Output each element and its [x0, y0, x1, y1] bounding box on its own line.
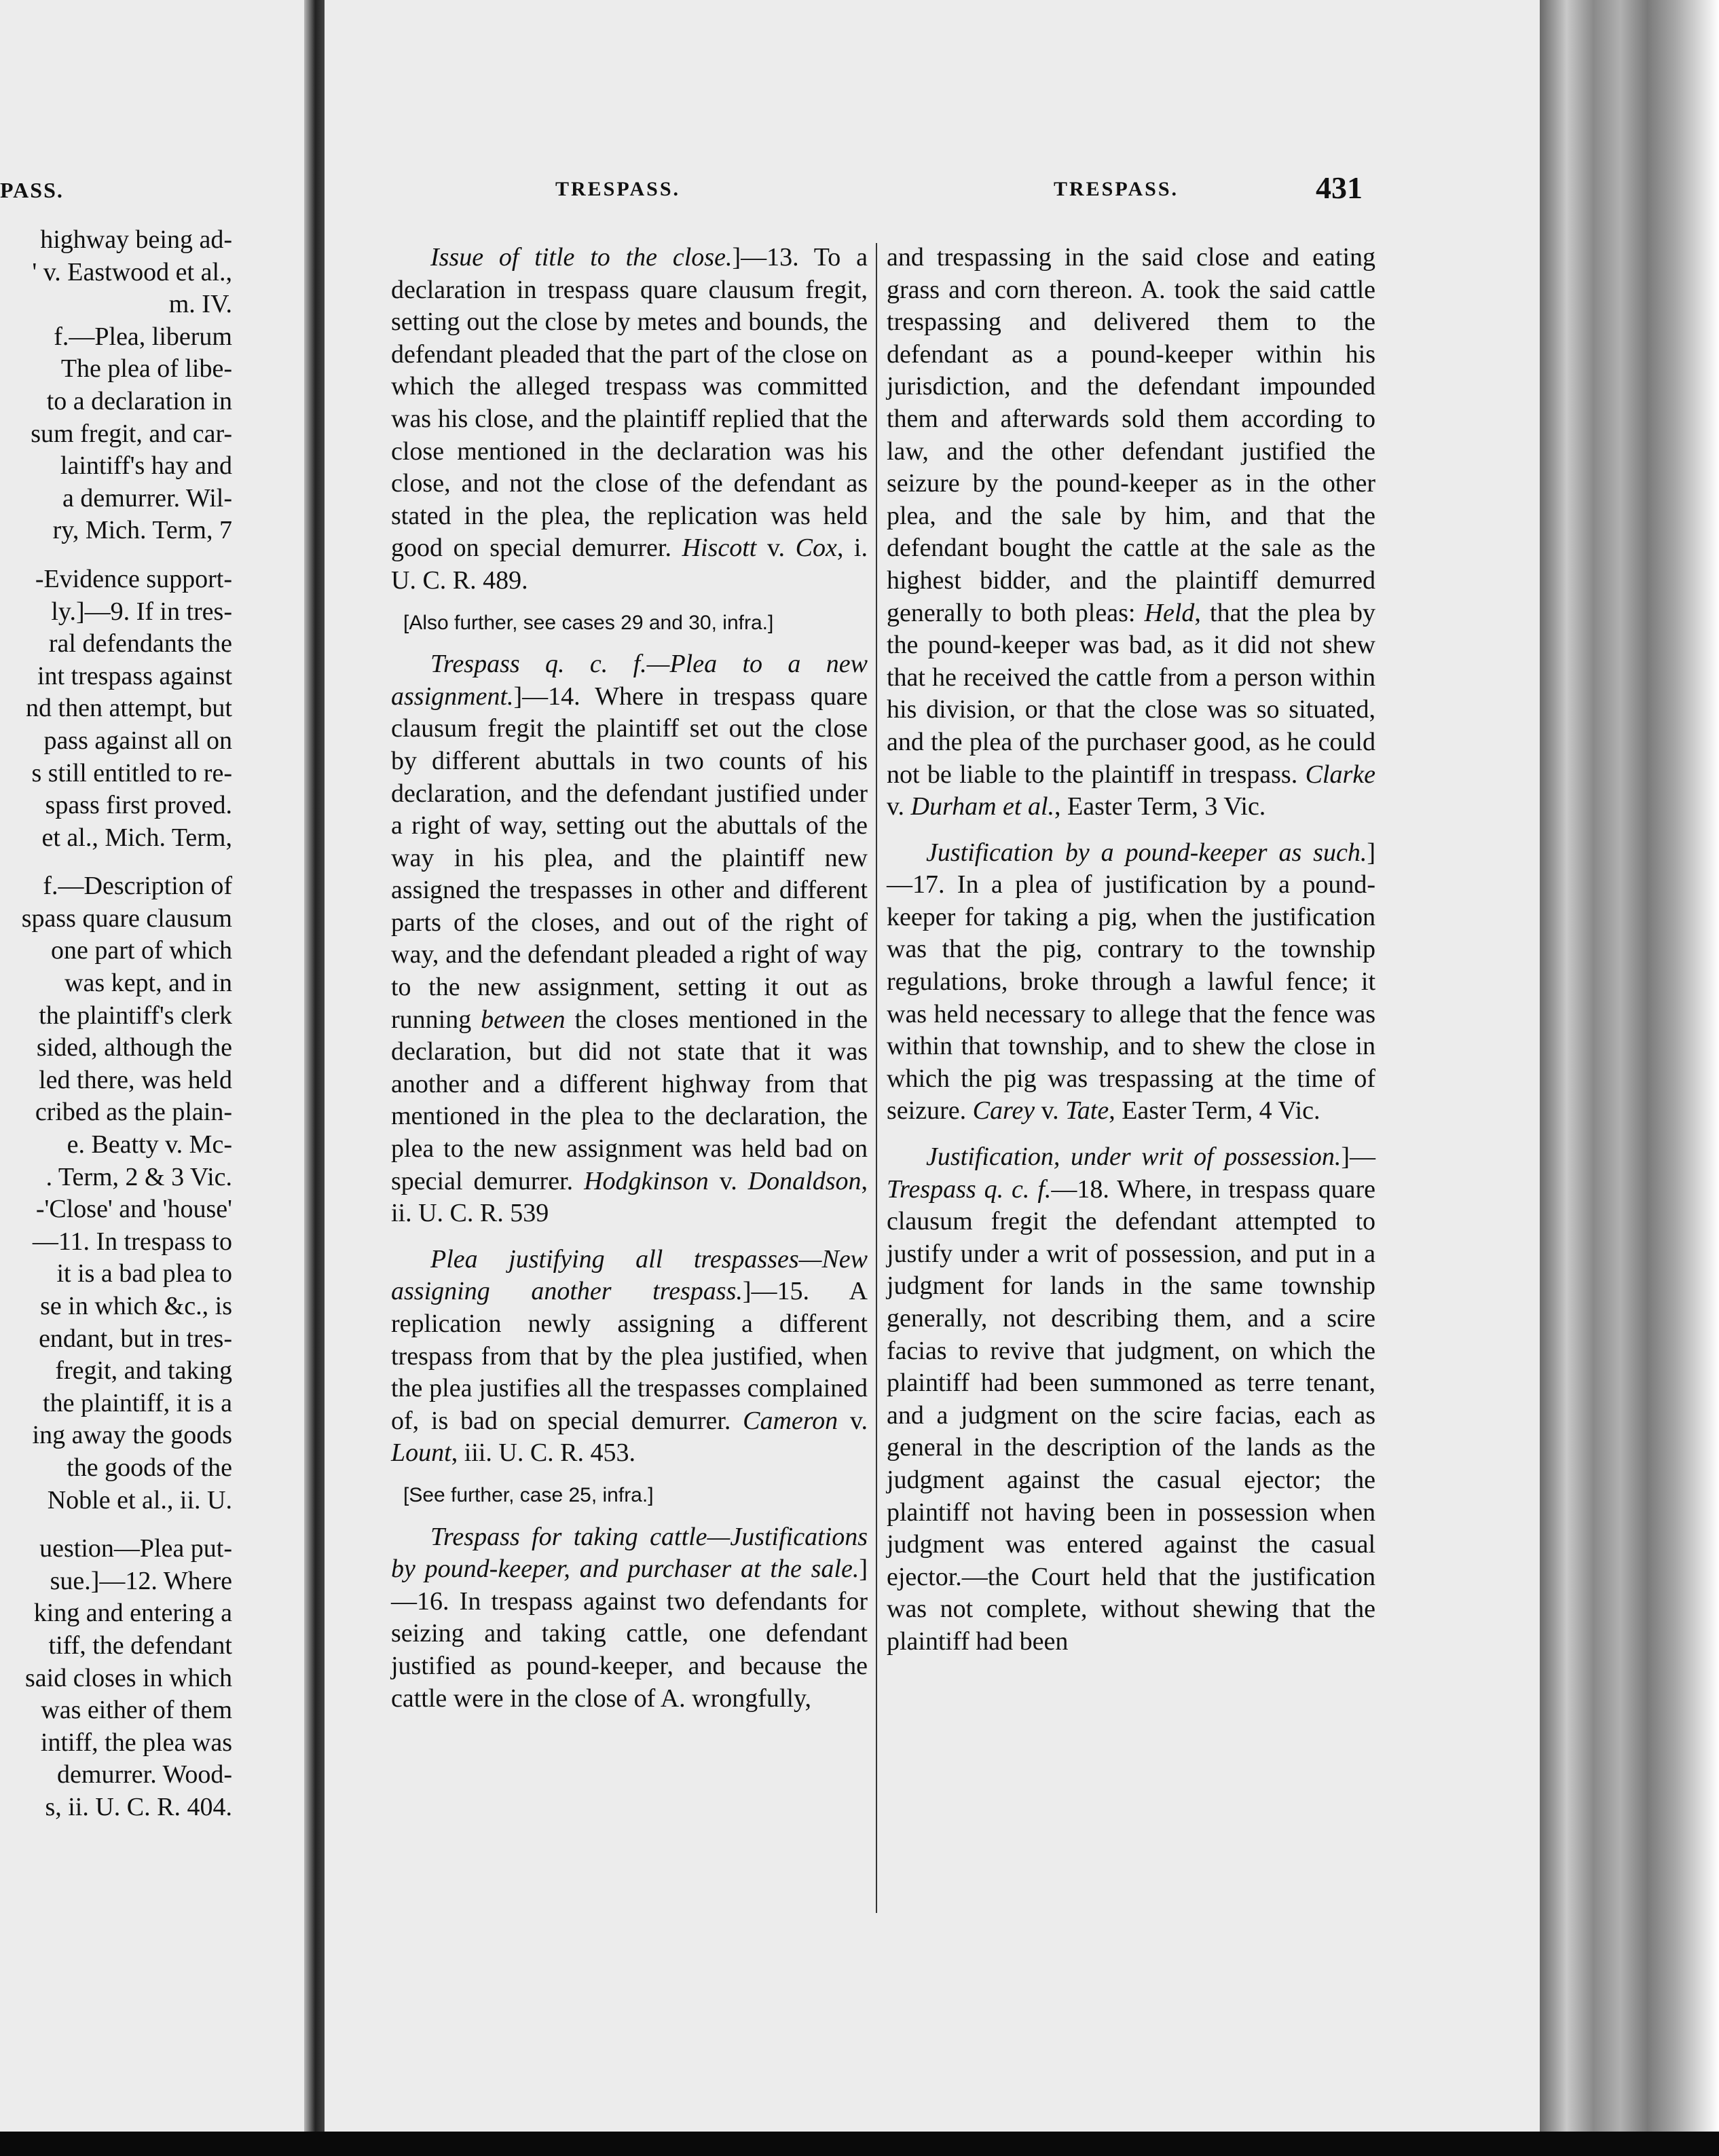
entry-13-title: Issue of title to the close. — [430, 243, 733, 272]
entry-16-case-plaintiff: Clarke — [1305, 760, 1375, 789]
scan-border — [0, 2132, 1719, 2156]
previous-page-line: f.—Plea, liberum — [54, 322, 232, 351]
previous-page-line: the plaintiff's clerk — [39, 1001, 232, 1030]
entry-16-case-defendant: Durham et al. — [910, 792, 1055, 821]
previous-page-line: the plaintiff, it is a — [43, 1388, 232, 1417]
previous-page-line: f.—Description of — [43, 872, 232, 901]
previous-page-line: ' v. Eastwood et al., — [32, 257, 232, 286]
previous-page-line: demurrer. Wood- — [57, 1760, 232, 1789]
cross-reference-note-2: [See further, case 25, infra.] — [403, 1483, 654, 1506]
entry-15-citation: , iii. U. C. R. 453. — [451, 1438, 636, 1468]
entry-14-citation: , ii. U. C. R. 539 — [391, 1166, 868, 1228]
entry-16-citation: , Easter Term, 3 Vic. — [1054, 792, 1266, 821]
entry-15-text: ]—15. A replication newly assigning a different trespass from that by the plea justified, when the plea justifies all the trespasses complained of, is bad on special demurrer. — [391, 1277, 868, 1435]
column-a — [391, 242, 868, 1715]
entry-16-held: Held — [1144, 598, 1195, 627]
previous-page-line: to a declaration in — [46, 386, 232, 415]
previous-page-running-head: PASS. — [0, 178, 64, 202]
entry-17-citation: , Easter Term, 4 Vic. — [1109, 1096, 1320, 1126]
previous-page-line: . Term, 2 & 3 Vic. — [45, 1162, 232, 1191]
cross-reference-note: [Also further, see cases 29 and 30, infra.] — [403, 611, 774, 634]
entry-14-text: ]—14. Where in trespass quare clausum fregit the plaintiff set out the close by different abuttals in two counts of his declaration, and the defendant justified under a right of way, setting out the abuttals of the way in his plea, and the plaintiff new assigned the trespasses in other and different parts of the closes, and out of the right of way, and the defendant pleaded a right of way to the new assignment, setting it out as running — [391, 682, 868, 1034]
entry-13-text: ]—13. To a declaration in trespass quare clausum fregit, setting out the close by metes and bounds, the defendant pleaded that the part of the close on which the alleged trespass was committed was his close, and the plaintiff replied that the close mentioned in the declaration was his close, and not the close of the defendant as stated in the plea, the replication was held good on special demurrer. — [391, 243, 868, 563]
previous-page-line: it is a bad plea to — [56, 1259, 232, 1288]
column-b — [887, 242, 1375, 1658]
previous-page-line: led there, was held — [39, 1065, 232, 1094]
previous-page-line: ry, Mich. Term, 7 — [52, 516, 232, 545]
previous-page-line: cribed as the plain- — [35, 1098, 232, 1127]
entry-18 — [887, 1141, 1375, 1658]
entry-14-between: between — [481, 1005, 566, 1034]
previous-page-line: ral defendants the — [48, 629, 232, 658]
entry-15-title: Plea justifying all trespasses—New assigning another trespass. — [391, 1244, 868, 1306]
entry-13-citation: , i. U. C. R. 489. — [391, 534, 868, 595]
previous-page-line: The plea of libe- — [60, 354, 232, 384]
entry-17-title: Justification by a pound-keeper as such. — [926, 838, 1367, 867]
book-gutter — [304, 0, 325, 2156]
previous-page-gap — [0, 854, 232, 870]
previous-page-line: king and entering a — [33, 1599, 232, 1628]
entry-13-v: v. — [756, 534, 796, 563]
entry-16-title: Trespass for taking cattle—Justifications by pound-keeper, and purchaser at the sale. — [391, 1522, 868, 1584]
entry-16-cont-text-2: , that the plea by the pound-keeper was bad, as it did not shew that he received the cattle from a person within his division, or that the close was so situated, and the plea of the purchaser good, as he could not be liable to the plaintiff in trespass. — [887, 598, 1375, 789]
previous-page-line: Noble et al., ii. U. — [47, 1485, 232, 1514]
entry-16 — [391, 1521, 868, 1715]
previous-page-line: sue.]—12. Where — [50, 1566, 232, 1595]
entry-14 — [391, 648, 868, 1230]
entry-17 — [887, 837, 1375, 1128]
entry-14-v: v. — [708, 1166, 748, 1195]
entry-15 — [391, 1244, 868, 1470]
previous-page-line: endant, but in tres- — [39, 1324, 232, 1353]
entry-15-case-defendant: Lount — [391, 1438, 451, 1468]
entry-17-case-defendant: Tate — [1065, 1096, 1109, 1126]
entry-13-case-plaintiff: Hiscott — [682, 534, 757, 563]
entry-13-case-defendant: Cox — [795, 534, 837, 563]
previous-page-line: said closes in which — [24, 1663, 232, 1692]
previous-page-column — [0, 224, 232, 1824]
entry-13 — [391, 242, 868, 597]
entry-16-v: v. — [887, 792, 911, 821]
entry-14-case-plaintiff: Hodgkinson — [584, 1166, 709, 1195]
previous-page-line: sided, although the — [36, 1033, 232, 1062]
previous-page-line: m. IV. — [168, 290, 232, 319]
previous-page-gap — [0, 547, 232, 563]
running-head-left: TRESPASS. — [555, 178, 681, 200]
previous-page-line: se in which &c., is — [40, 1292, 232, 1320]
previous-page-line: s still entitled to re- — [31, 758, 232, 787]
previous-page-line: nd then attempt, but — [26, 694, 232, 723]
previous-page-line: -'Close' and 'house' — [35, 1195, 232, 1224]
previous-page-line: one part of which — [51, 936, 232, 965]
previous-page-line: was kept, and in — [64, 969, 232, 998]
previous-page-gap — [0, 1517, 232, 1533]
previous-page-line: the goods of the — [67, 1453, 232, 1482]
entry-18-dash: ]— — [1341, 1142, 1375, 1172]
previous-page-line: int trespass against — [37, 661, 232, 690]
previous-page-line: s, ii. U. C. R. 404. — [45, 1792, 232, 1821]
entry-18-title-2: Trespass q. c. f. — [887, 1174, 1052, 1204]
previous-page-line: —11. In trespass to — [32, 1227, 232, 1256]
entry-15-case-plaintiff: Cameron — [743, 1406, 838, 1435]
previous-page-line: highway being ad- — [40, 225, 232, 254]
previous-page-line: tiff, the defendant — [48, 1631, 232, 1660]
entry-14-case-defendant: Donaldson — [747, 1166, 862, 1195]
previous-page-line: fregit, and taking — [55, 1356, 232, 1386]
entry-18-title: Justification, under writ of possession. — [926, 1142, 1342, 1172]
page-number: 431 — [1316, 170, 1363, 205]
previous-page-line: spass quare clausum — [21, 904, 232, 933]
entry-17-case-plaintiff: Carey — [972, 1096, 1035, 1126]
previous-page-line: ly.]—9. If in tres- — [51, 597, 232, 626]
entry-17-text: ]—17. In a plea of justification by a pound-keeper for taking a pig, when the justification was that the pig, contrary to the township regulations, broke through a lawful fence; it was held necessary to allege that the fence was within that township, and to shew the close in which the pig was trespassing at the time of seizure. — [887, 838, 1375, 1126]
previous-page-line: sum fregit, and car- — [31, 419, 232, 448]
previous-page-line: spass first proved. — [45, 791, 232, 820]
previous-page — [0, 0, 304, 2156]
previous-page-line: -Evidence support- — [35, 564, 232, 593]
entry-18-text: —18. Where, in trespass quare clausum fregit the defendant attempted to justify under a writ of possession, and put in a judgment for lands in the same township generally, not describing them, and a scire facias to revive that judgment, on which the plaintiff had been summoned as terre tenant, and a judgment on the scire facias, each as general in the description of the lands as the judgment against the casual ejector; the plaintiff not having been in possession when judgment was entered against the casual ejector.—the Court held that the justification was not complete, without shewing that the plaintiff had been — [887, 1174, 1375, 1656]
previous-page-line: laintiff's hay and — [60, 451, 232, 481]
entry-15-v: v. — [838, 1406, 868, 1435]
previous-page-line: pass against all on — [43, 726, 232, 755]
entry-16-cont-text: and trespassing in the said close and eating grass and corn thereon. A. took the said cattle trespassing and delivered them to the defendant as a pound-keeper within his jurisdiction, and the defendant impounded them and afterwards sold them according to law, and the other defendant justified the seizure by the pound-keeper as in the other plea, and the sale by him, and that the defendant bought the cattle at the sale as the highest bidder, and the plaintiff demurred generally to both pleas: — [887, 243, 1375, 627]
previous-page-line: intiff, the plea was — [40, 1728, 232, 1757]
entry-17-v: v. — [1035, 1096, 1066, 1126]
entry-16-text: ]—16. In trespass against two defendants for seizing and taking cattle, one defendant justified as pound-keeper, and because the cattle were in the close of A. wrongfully, — [391, 1555, 868, 1713]
entry-14-text-2: the closes mentioned in the declaration, but did not state that it was another and a different highway from that mentioned in the plea to the declaration, the plea to the new assignment was held bad on special demurrer. — [391, 1005, 868, 1195]
running-head-right: TRESPASS. — [1054, 178, 1179, 200]
column-divider — [876, 243, 877, 1913]
page-edge-stack — [1540, 0, 1719, 2156]
entry-16-continued — [887, 242, 1375, 823]
previous-page-line: ing away the goods — [32, 1421, 232, 1450]
previous-page-line: e. Beatty v. Mc- — [67, 1130, 232, 1159]
previous-page-line: et al., Mich. Term, — [41, 823, 232, 852]
previous-page-line: uestion—Plea put- — [39, 1534, 232, 1563]
entry-14-title: Trespass q. c. f.—Plea to a new assignment. — [391, 650, 868, 711]
previous-page-line: a demurrer. Wil- — [62, 483, 232, 513]
previous-page-line: was either of them — [41, 1696, 232, 1725]
